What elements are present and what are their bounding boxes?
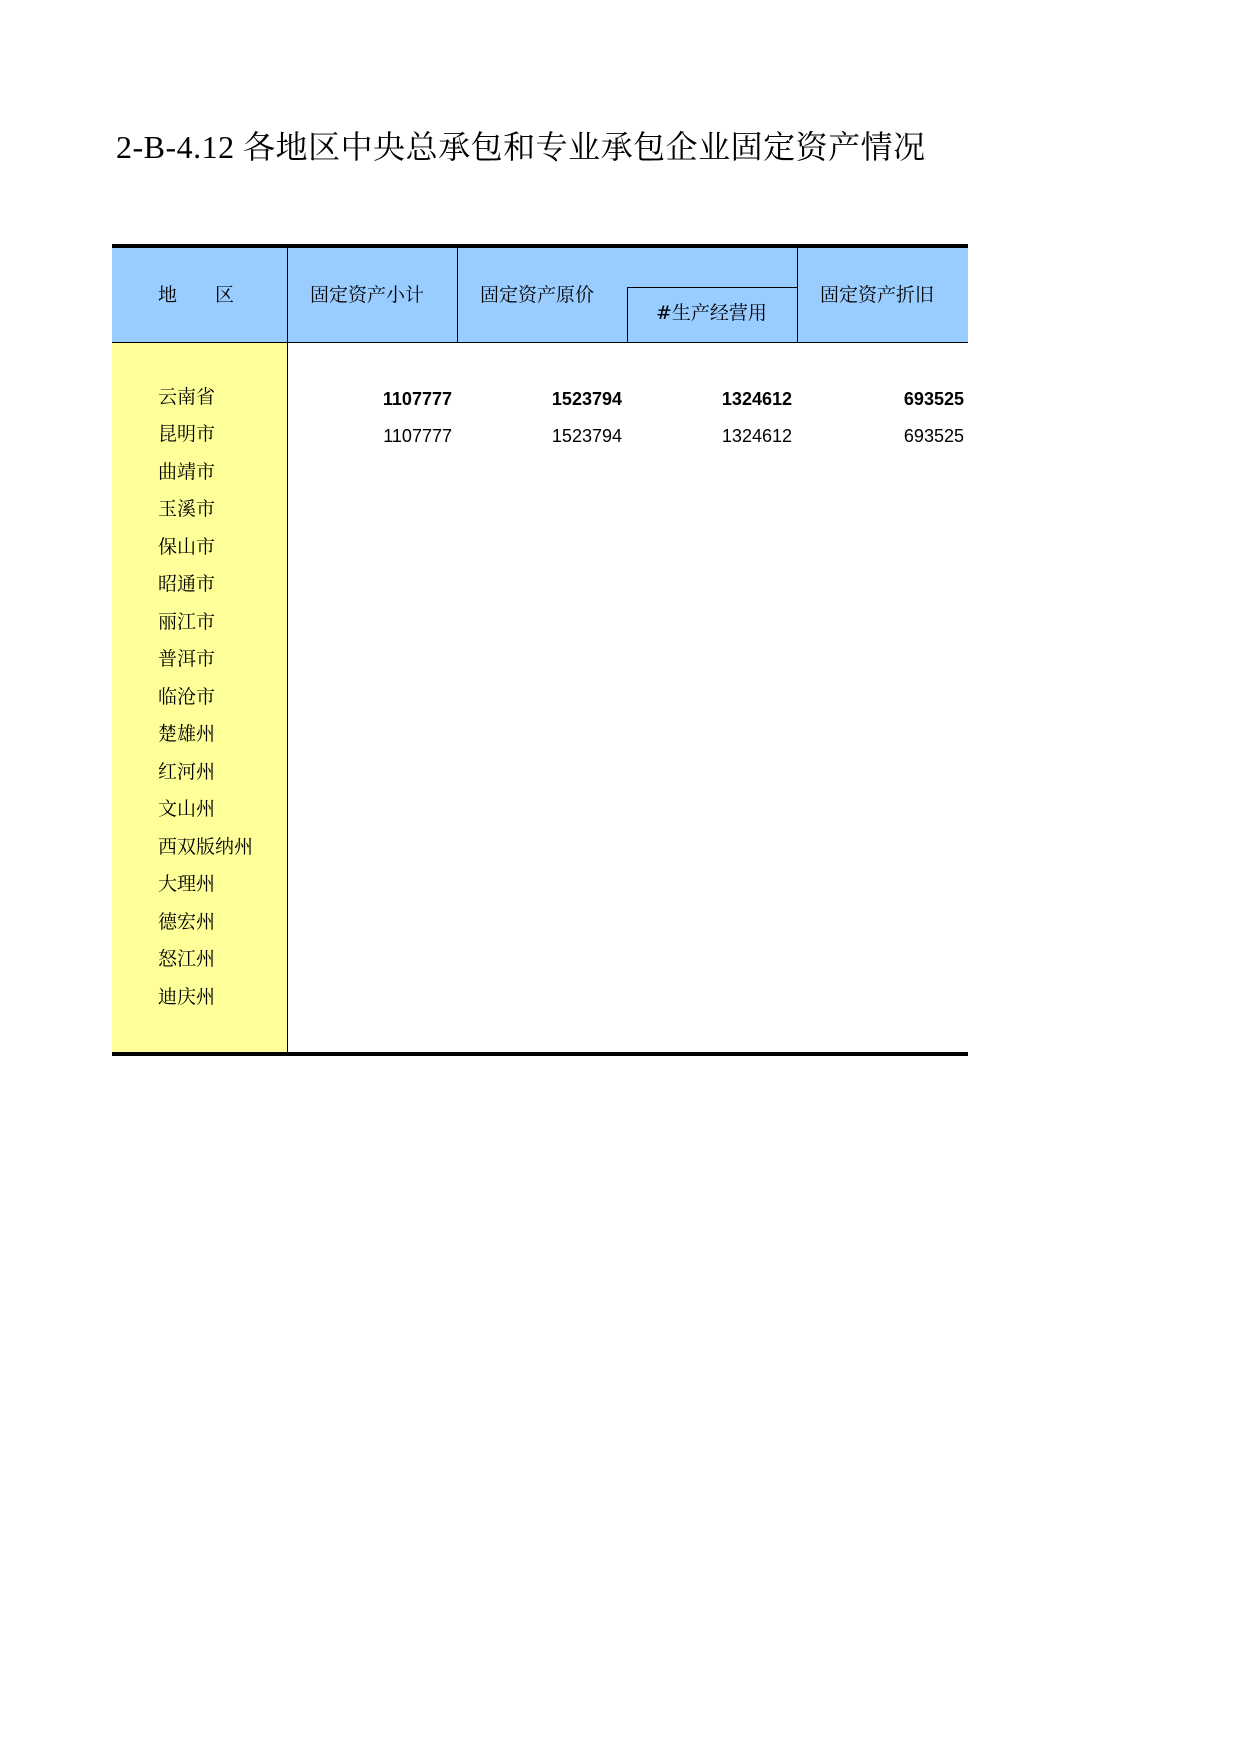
- region-name: 大理州: [158, 873, 216, 895]
- region-name: 昭通市: [158, 573, 216, 595]
- region-name: 玉溪市: [158, 498, 216, 520]
- cell-original-price: 1523794: [551, 389, 622, 409]
- cell-production-use: 1324612: [721, 389, 792, 409]
- region-name: 曲靖市: [158, 461, 216, 483]
- region-column-divider: [287, 248, 288, 1052]
- header-divider: [457, 248, 458, 342]
- region-name: 云南省: [158, 386, 216, 408]
- region-name: 昆明市: [158, 423, 216, 445]
- cell-depreciation: 693525: [903, 426, 964, 446]
- table-bottom-rule: [112, 1052, 968, 1056]
- region-name: 西双版纳州: [158, 836, 254, 858]
- header-subtotal: 固定资产小计: [310, 284, 425, 306]
- cell-production-use: 1324612: [721, 426, 792, 446]
- region-name: 文山州: [158, 798, 216, 820]
- header-original-price: 固定资产原价: [480, 284, 595, 306]
- subheader-rule: [627, 287, 797, 288]
- region-name: 普洱市: [158, 648, 216, 670]
- region-name: 丽江市: [158, 611, 216, 633]
- region-name: 楚雄州: [158, 723, 216, 745]
- region-name: 保山市: [158, 536, 216, 558]
- region-name: 迪庆州: [158, 986, 216, 1008]
- header-region: 地 区: [158, 284, 235, 306]
- header-divider: [627, 287, 628, 342]
- cell-subtotal: 1107777: [383, 426, 452, 446]
- fixed-assets-table: [112, 244, 968, 1056]
- header-divider: [797, 248, 798, 342]
- region-name: 红河州: [158, 761, 216, 783]
- header-production-use: #生产经营用: [656, 302, 767, 324]
- cell-original-price: 1523794: [551, 426, 622, 446]
- cell-depreciation: 693525: [903, 389, 964, 409]
- header-depreciation: 固定资产折旧: [820, 284, 935, 306]
- cell-subtotal: 1107777: [382, 389, 452, 409]
- page-title: 2-B-4.12 各地区中央总承包和专业承包企业固定资产情况: [116, 129, 926, 165]
- region-name: 临沧市: [158, 686, 216, 708]
- region-name: 德宏州: [158, 911, 216, 933]
- region-name: 怒江州: [158, 948, 216, 970]
